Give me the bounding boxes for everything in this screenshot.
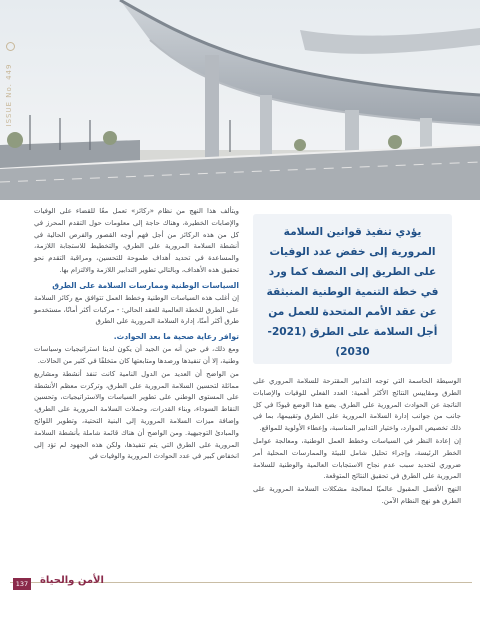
right-text-column (253, 376, 461, 509)
paragraph: النهج الأفضل المقبول عالميًا لمعالجة مشكلات السلامة المرورية على الطرق هو نهج النظام الآمن. (253, 485, 461, 505)
paragraph: إن أغلب هذه السياسات الوطنية وخطط العمل تتوافق مع ركائز السلامة على الطرق للخطة العالمية للعقد الحالي: - مركبات أكثر أمانًا، مستخدمو طرق أكثر أمنًا، إدارة السلامة المرورية على الطرق (34, 293, 239, 326)
overpass-illustration (0, 0, 480, 200)
left-text-column (34, 206, 239, 464)
paragraph: الوسيطة الحاسمة التي توجه التدابير المقترحة للسلامة المروري على الطرق ومقاييس النتائج الأكثر أهمية: العدد الفعلي للوفيات والإصابات الناتجة عن الحوادث المرورية على الطرق. يضع هذا الوضع قيودًا في كل جانب من جوانب إدارة السلامة المرورية على الطرق وتقييمها، بما في ذلك تخصيص الموارد، واختيار التدابير المناسبة، وإعطاء الأولوية للمواقع. (253, 377, 461, 433)
paragraph: من الواضح أن العديد من الدول النامية كانت تنفذ أنشطة ومشاريع مماثلة لتحسين السلامة المرورية على الطرق، وتركزت معظم الأنشطة على المستوى الوطني على تطوير السياسات والاستراتيجيات، وتحسين النقاط السوداء، وبناء القدرات، وحملات السلامة المرورية على الطرق، وإضافة ميزات السلامة المرورية إلى البنية التحتية، وتطوير اللوائح والمبادئ التوجيهية. ومن الواضح أن هناك قائمة شاملة بأنشطة السلامة المرورية على الطرق التي يتم تنفيذها، ولكن هذه الجهود لم تؤد إلى انخفاض كبير في عدد الحوادث المرورية والوفيات في (34, 369, 239, 461)
pull-quote-text: يؤدي تنفيذ قوانين السلامة المرورية إلى خفض عدد الوفيات على الطريق إلى النصف كما ورد في خطة التنمية الوطنية المنبثقة عن عقد الأمم المتحدة للعمل من أجل السلامة على الطرق (2021-2030) (266, 226, 439, 358)
paragraph: ومع ذلك، في حين أنه من الجيد أن يكون لدينا استراتيجيات وسياسات وطنية، إلا أن تنفيذها ورصدها ومتابعتها كان متخلفًا في كثير من الحالات. (34, 345, 239, 365)
pull-quote-box (253, 214, 452, 364)
issue-number-label (2, 60, 16, 130)
section-heading: السياسات الوطنية وممارسات السلامة على الطرق (52, 280, 239, 290)
paragraph: إن إعادة النظر في السياسات وخطط العمل الوطنية، ومعالجة عوامل الخطر الرئيسة، وإجراء تحليل شامل للبيئة والممارسات المحلية أمر ضروري لتحديد سبب عدم نجاح الاستجابات العالمية والوطنية للسلامة المرورية على الطرق في تحقيق النتائج المتوقعة. (253, 436, 461, 481)
highway-overpass-photo (0, 0, 480, 200)
paragraph: ويتألف هذا النهج من نظام «ركائز» تعمل معًا للقضاء على الوفيات والإصابات الخطيرة، وهناك حاجة إلى معلومات حول التقدم المحرز في كل من هذه الركائز من أجل فهم أوجه القصور والفرص الحالية في أنشطة السلامة المرورية على الطرق، والتخطيط للاستجابة اللازمة، والمساعدة في تحديد أهداف طموحة للتحسين، ومراقبة التقدم نحو تحقيق هذه الأهداف، وبالتالي تطوير التدابير اللازمة والالتزام بها. (34, 207, 239, 274)
issue-number-text: ISSUE No. 449 (5, 63, 13, 127)
page-number: 137 (13, 578, 31, 590)
section-heading: توافر رعاية صحية ما بعد الحوادث. (113, 332, 239, 342)
magazine-brand: الأمن والحياة (40, 575, 104, 586)
issue-marker-icon (6, 42, 15, 51)
